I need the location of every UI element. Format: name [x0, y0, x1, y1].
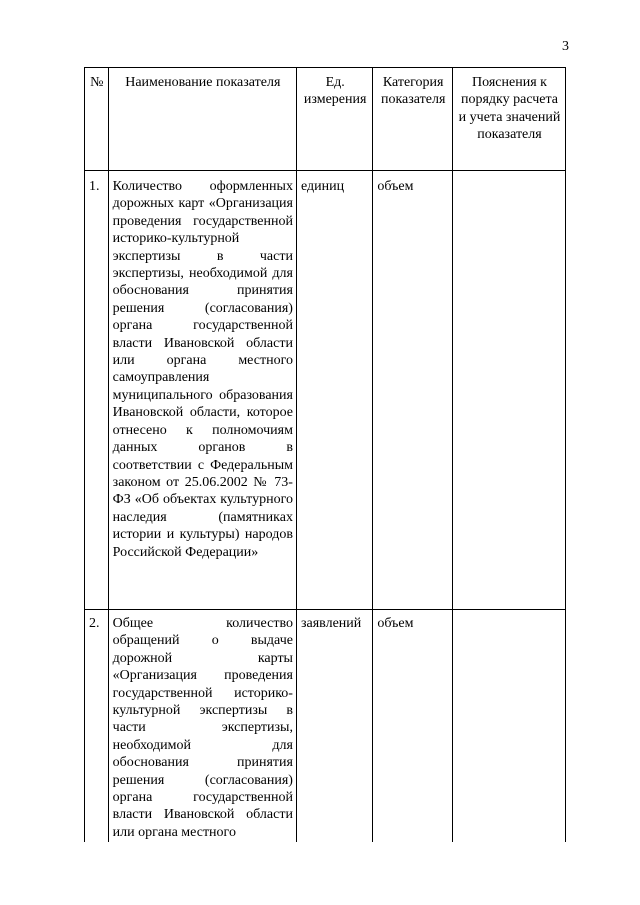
table-header-row	[85, 68, 566, 171]
table-row	[85, 610, 566, 843]
indicator-explanation	[452, 610, 565, 843]
page-number: 3	[562, 39, 569, 54]
table-row	[85, 171, 566, 610]
header-category: Категория показателя	[373, 68, 453, 171]
header-unit: Ед. измерения	[296, 68, 372, 171]
indicator-explanation	[452, 171, 565, 610]
indicator-name: Общее количество обращений о выдаче дорожной карты «Организация проведения государственной историко-культурной экспертизы в части экспертизы, необходимой для обоснования принятия решения (согласования) органа государственной власти Ивановской области или органа местного	[108, 610, 296, 843]
header-name: Наименование показателя	[108, 68, 296, 171]
indicator-unit: единиц	[296, 171, 372, 610]
row-number: 2.	[85, 610, 109, 843]
header-explanation: Пояснения к порядку расчета и учета значений показателя	[452, 68, 565, 171]
indicators-table	[84, 67, 566, 842]
row-number: 1.	[85, 171, 109, 610]
indicator-name: Количество оформленных дорожных карт «Организация проведения государственной историко-культурной экспертизы в части экспертизы, необходимой для обоснования принятия решения (согласования) органа государственной власти Ивановской области или органа местного самоуправления муниципального образования Ивановской области, которое отнесено к полномочиям данных органов в соответствии с Федеральным законом от 25.06.2002 № 73-ФЗ «Об объектах культурного наследия (памятниках истории и культуры) народов Российской Федерации»	[108, 171, 296, 610]
indicator-unit: заявлений	[296, 610, 372, 843]
header-number: №	[85, 68, 109, 171]
indicator-category: объем	[373, 171, 453, 610]
indicator-category: объем	[373, 610, 453, 843]
